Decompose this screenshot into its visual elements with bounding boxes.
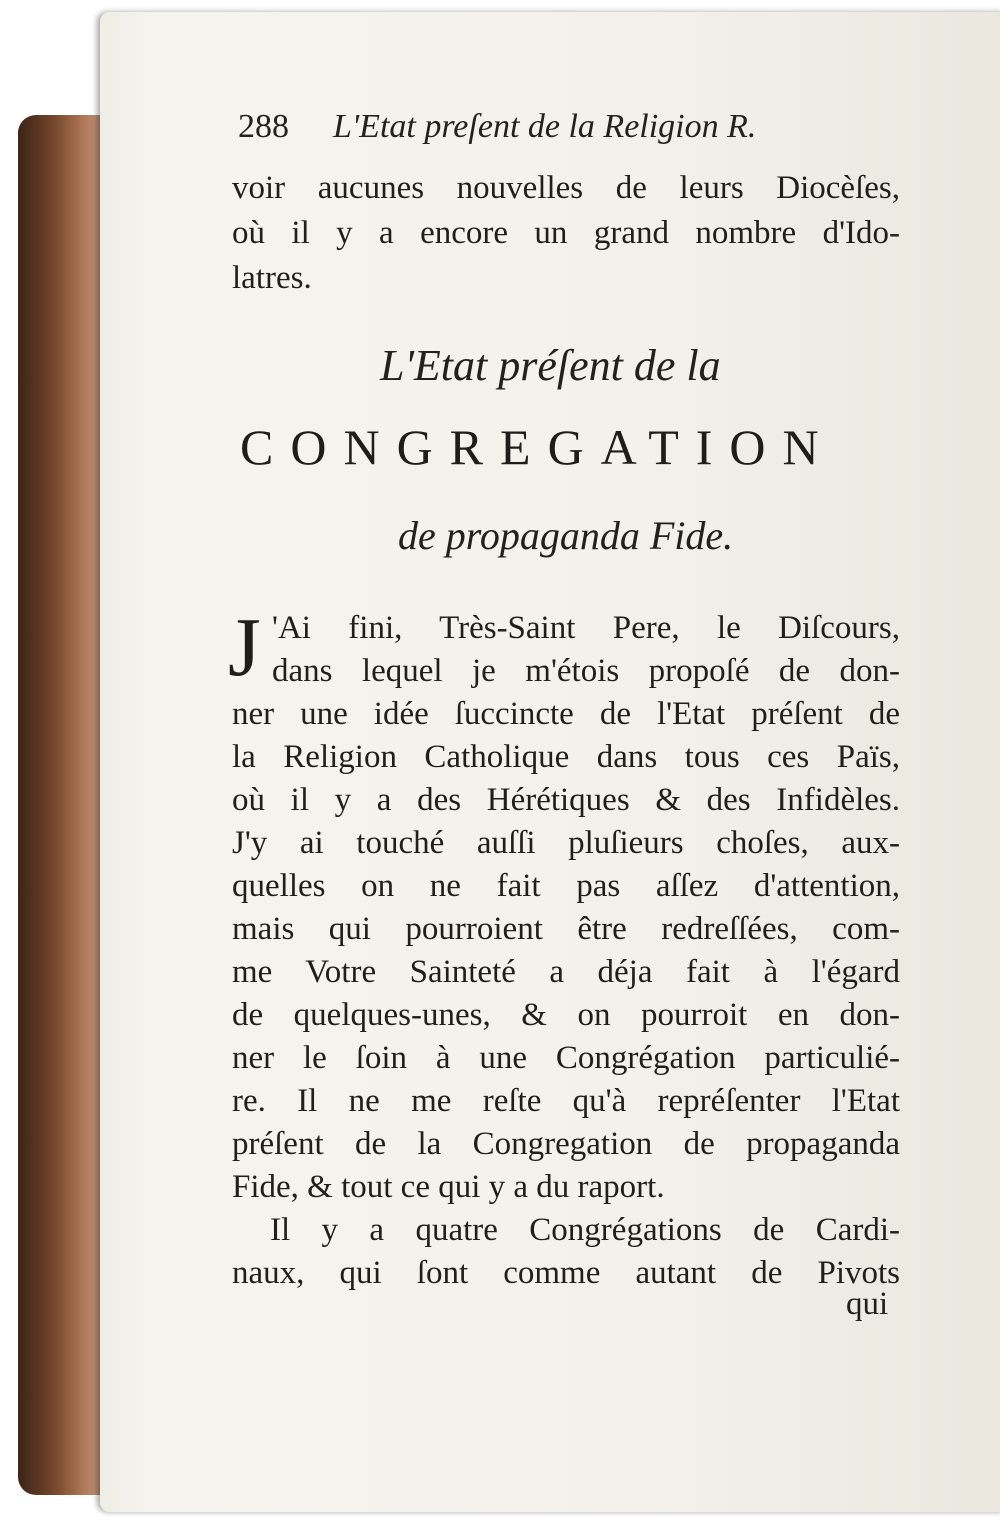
text-line: la Religion Catholique dans tous ces Païs, (232, 739, 900, 775)
text-line: ner le ſoin à une Congrégation particulié- (232, 1040, 900, 1076)
text-line: 'Ai fini, Très-Saint Pere, le Diſcours, (272, 610, 900, 646)
text-line: J'y ai touché auſſi pluſieurs choſes, aux- (232, 825, 900, 861)
section-title-line1: L'Etat préſent de la (380, 341, 721, 390)
running-title: L'Etat preſent de la Religion R. (333, 108, 757, 145)
text-line: où il y a des Hérétiques & des Infidèles. (232, 782, 900, 818)
text-line: dans lequel je m'étois propoſé de don- (272, 653, 900, 689)
text-line: me Votre Sainteté a déja fait à l'égard (232, 954, 900, 990)
text-line: ner une idée ſuccincte de l'Etat préſent de (232, 696, 900, 732)
text-line: Fide, & tout ce qui y a du raport. (232, 1169, 665, 1205)
text-line: latres. (232, 260, 312, 296)
text-line: naux, qui ſont comme autant de Pivots (232, 1255, 900, 1291)
section-title-line3: de propaganda Fide. (398, 513, 734, 558)
text-line: de quelques-unes, & on pourroit en don- (232, 997, 900, 1033)
text-line: re. Il ne me reſte qu'à repréſenter l'Etat (232, 1083, 900, 1119)
text-line: préſent de la Congregation de propaganda (232, 1126, 900, 1162)
text-line: quelles on ne fait pas aſſez d'attention, (232, 868, 900, 904)
page-number: 288 (238, 108, 289, 145)
section-title-line2: CONGREGATION (240, 419, 836, 475)
text-line: voir aucunes nouvelles de leurs Diocèſes, (232, 170, 900, 206)
catchword: qui (846, 1286, 889, 1322)
text-line: où il y a encore un grand nombre d'Ido- (232, 215, 900, 251)
text-line: mais qui pourroient être redreſſées, com- (232, 911, 900, 947)
page-header (238, 108, 858, 146)
drop-cap: J (228, 601, 261, 694)
text-line: Il y a quatre Congrégations de Cardi- (270, 1212, 900, 1248)
